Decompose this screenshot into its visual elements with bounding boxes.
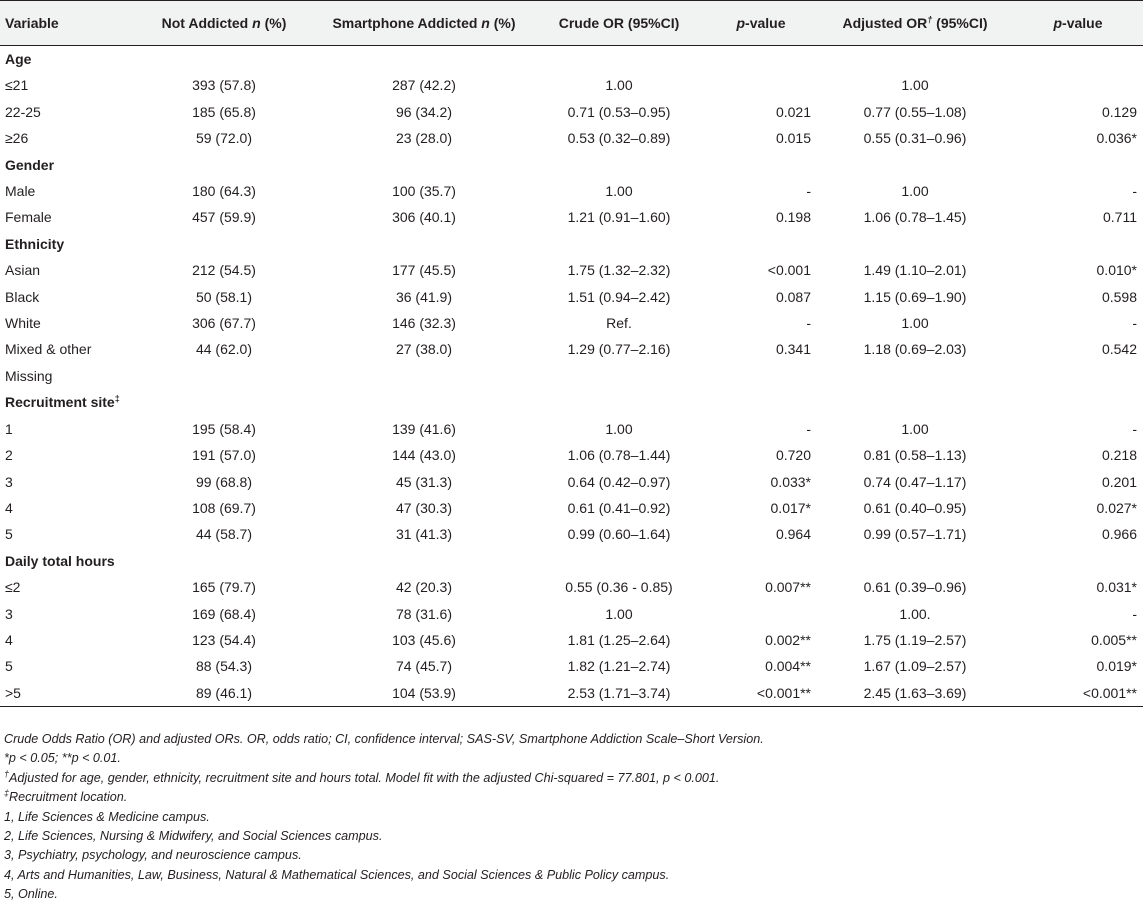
cell-p-value: 0.964 [775, 526, 811, 543]
cell-crude-or: 1.00 [605, 183, 633, 200]
cell-p-value-adjusted: 0.129 [1101, 103, 1137, 120]
section-title-text: Gender [5, 156, 55, 173]
cell-p-value-adjusted: - [1132, 315, 1137, 332]
section-title [0, 548, 1143, 574]
table-row [0, 442, 1143, 468]
cell-not-addicted: 169 (68.4) [192, 605, 256, 622]
cell-variable: Mixed & other [5, 341, 92, 358]
cell-addicted [315, 363, 533, 389]
section-header-row [0, 548, 1143, 574]
section-title-text: Daily total hours [5, 552, 115, 569]
cell-adjusted-or: 1.06 (0.78–1.45) [863, 209, 967, 226]
cell-p-value: 0.002** [765, 631, 811, 648]
footnote-line [4, 846, 1134, 865]
header-p-value [705, 1, 817, 46]
header-p-value-adjusted [1013, 1, 1143, 46]
cell-variable: ≥26 [5, 130, 29, 147]
cell-variable: Female [5, 209, 52, 226]
cell-not-addicted: 212 (54.5) [192, 262, 256, 279]
cell-p-value: - [806, 420, 811, 437]
footnote-line [4, 866, 1134, 885]
section-title [0, 46, 1143, 73]
cell-adjusted-or: 0.74 (0.47–1.17) [863, 473, 967, 490]
cell-adjusted-or: 0.61 (0.39–0.96) [863, 579, 967, 596]
cell-not-addicted: 50 (58.1) [195, 288, 253, 305]
cell-addicted: 306 (40.1) [392, 209, 456, 226]
table-row [0, 574, 1143, 600]
header-p-value-rest: -value [745, 15, 786, 31]
cell-p-value-adjusted: <0.001** [1013, 680, 1143, 707]
footnote-text: 3, Psychiatry, psychology, and neuroscience campus. [4, 848, 302, 863]
table-row [0, 495, 1143, 521]
header-addicted-pct: (%) [489, 15, 516, 31]
cell-adjusted-or: 1.00 [901, 420, 929, 437]
cell-p-value: <0.001** [705, 680, 817, 707]
cell-addicted: 177 (45.5) [392, 262, 456, 279]
cell-p-value-adjusted: 0.005** [1091, 631, 1137, 648]
header-not-addicted-pct: (%) [260, 15, 287, 31]
cell-crude-or: 1.82 (1.21–2.74) [567, 658, 671, 675]
table-row [0, 72, 1143, 98]
section-title-text: Age [5, 51, 32, 67]
cell-not-addicted: 306 (67.7) [192, 315, 256, 332]
cell-p-value: - [806, 183, 811, 200]
cell-p-value [705, 363, 817, 389]
section-title-text: Recruitment site [5, 394, 115, 411]
table-row [0, 627, 1143, 653]
cell-p-value-adjusted [1013, 363, 1143, 389]
cell-adjusted-or: 2.45 (1.63–3.69) [817, 680, 1013, 707]
cell-p-value-adjusted: - [1132, 183, 1137, 200]
cell-adjusted-or: 0.61 (0.40–0.95) [863, 499, 967, 516]
cell-crude-or: 1.29 (0.77–2.16) [567, 341, 671, 358]
table-row [0, 469, 1143, 495]
table-row [0, 521, 1143, 547]
table-row [0, 416, 1143, 442]
cell-crude-or: 0.55 (0.36 - 0.85) [565, 579, 673, 596]
cell-crude-or: 2.53 (1.71–3.74) [533, 680, 705, 707]
table-row [0, 310, 1143, 336]
cell-p-value: 0.720 [775, 447, 811, 464]
footnote-line [4, 808, 1134, 827]
header-variable: Variable [0, 1, 133, 46]
cell-addicted: 139 (41.6) [392, 420, 456, 437]
cell-variable: 3 [5, 605, 13, 622]
cell-addicted: 74 (45.7) [395, 658, 453, 675]
cell-not-addicted: 180 (64.3) [192, 183, 256, 200]
section-title [0, 231, 1143, 257]
cell-addicted: 42 (20.3) [395, 579, 453, 596]
footnote-line [4, 827, 1134, 846]
cell-not-addicted: 44 (62.0) [195, 341, 253, 358]
table-footnotes [4, 730, 1134, 905]
cell-not-addicted: 44 (58.7) [195, 526, 253, 543]
header-p-value2-p: p [1053, 15, 1063, 31]
header-p-value2-rest: -value [1062, 15, 1103, 31]
cell-p-value-adjusted: 0.036* [1096, 130, 1137, 147]
cell-variable: 4 [5, 499, 13, 516]
header-addicted-n: n [481, 15, 490, 31]
cell-addicted: 31 (41.3) [395, 526, 453, 543]
cell-adjusted-or: 1.67 (1.09–2.57) [863, 658, 967, 675]
cell-p-value: <0.001 [767, 262, 811, 279]
footnote-line [4, 769, 1134, 788]
header-adjusted-or [817, 1, 1013, 46]
cell-p-value-adjusted: 0.010* [1096, 262, 1137, 279]
footnote-line [4, 788, 1134, 807]
header-crude-or: Crude OR (95%CI) [533, 1, 705, 46]
cell-crude-or: 1.75 (1.32–2.32) [567, 262, 671, 279]
cell-variable: Asian [5, 262, 41, 279]
cell-addicted: 36 (41.9) [395, 288, 453, 305]
cell-addicted: 287 (42.2) [392, 77, 456, 94]
cell-p-value: 0.033* [770, 473, 811, 490]
cell-not-addicted: 185 (65.8) [192, 103, 256, 120]
cell-adjusted-or: 1.75 (1.19–2.57) [863, 631, 967, 648]
cell-variable: 2 [5, 447, 13, 464]
cell-p-value-adjusted: - [1132, 420, 1137, 437]
cell-addicted: 144 (43.0) [392, 447, 456, 464]
table-row [0, 99, 1143, 125]
cell-not-addicted: 108 (69.7) [192, 499, 256, 516]
cell-variable: Male [5, 183, 36, 200]
cell-p-value-adjusted: 0.218 [1101, 447, 1137, 464]
header-p-value-p: p [736, 15, 746, 31]
section-title-footnote-mark: ‡ [114, 393, 120, 404]
cell-crude-or: 1.00 [605, 77, 633, 94]
cell-adjusted-or: 1.00 [901, 315, 929, 332]
cell-crude-or: Ref. [606, 315, 632, 332]
cell-adjusted-or: 0.55 (0.31–0.96) [863, 130, 967, 147]
cell-p-value-adjusted: 0.966 [1101, 526, 1137, 543]
cell-p-value-adjusted: 0.031* [1096, 579, 1137, 596]
cell-adjusted-or: 1.00 [901, 183, 929, 200]
cell-not-addicted: 88 (54.3) [195, 658, 253, 675]
cell-addicted: 146 (32.3) [392, 315, 456, 332]
cell-p-value-adjusted: 0.711 [1103, 209, 1137, 226]
cell-not-addicted: 59 (72.0) [195, 130, 253, 147]
cell-p-value [705, 601, 817, 627]
cell-crude-or: 0.53 (0.32–0.89) [567, 130, 671, 147]
footnote-mark: † [4, 768, 10, 779]
header-adjusted-or-dagger: † [927, 14, 933, 25]
cell-p-value: 0.007** [765, 579, 811, 596]
cell-p-value: 0.017* [770, 499, 811, 516]
cell-variable: Missing [5, 367, 53, 384]
cell-crude-or: 1.00 [605, 420, 633, 437]
cell-variable: Black [5, 288, 40, 305]
section-header-row [0, 46, 1143, 73]
cell-not-addicted: 89 (46.1) [133, 680, 315, 707]
cell-addicted: 100 (35.7) [392, 183, 456, 200]
section-header-row [0, 389, 1143, 415]
header-not-addicted [133, 1, 315, 46]
cell-adjusted-or: 1.15 (0.69–1.90) [863, 288, 967, 305]
cell-p-value-adjusted: 0.542 [1101, 341, 1137, 358]
cell-adjusted-or: 0.81 (0.58–1.13) [863, 447, 967, 464]
cell-p-value: 0.021 [775, 103, 811, 120]
cell-variable: 5 [5, 658, 13, 675]
section-header-row [0, 231, 1143, 257]
cell-crude-or: 1.51 (0.94–2.42) [567, 288, 671, 305]
header-not-addicted-label: Not Addicted [161, 15, 253, 31]
cell-crude-or: 0.71 (0.53–0.95) [567, 103, 671, 120]
footnote-line [4, 885, 1134, 904]
cell-crude-or: 1.21 (0.91–1.60) [567, 209, 671, 226]
table-row [0, 178, 1143, 204]
footnote-line [4, 730, 1134, 749]
cell-not-addicted: 195 (58.4) [192, 420, 256, 437]
table-row [0, 601, 1143, 627]
cell-addicted: 104 (53.9) [315, 680, 533, 707]
table-row [0, 284, 1143, 310]
cell-p-value-adjusted: 0.201 [1101, 473, 1137, 490]
cell-crude-or: 1.06 (0.78–1.44) [567, 447, 671, 464]
footnote-text: 4, Arts and Humanities, Law, Business, Natural & Mathematical Sciences, and Social Sciences & Public Policy campus. [4, 867, 670, 882]
cell-crude-or: 0.64 (0.42–0.97) [567, 473, 671, 490]
footnote-text: Recruitment location. [9, 790, 128, 805]
footnote-line [4, 749, 1134, 768]
section-title-text: Ethnicity [5, 235, 65, 252]
table-row [0, 336, 1143, 362]
cell-p-value: 0.015 [775, 130, 811, 147]
cell-not-addicted: 165 (79.7) [192, 579, 256, 596]
cell-p-value-adjusted: - [1132, 605, 1137, 622]
cell-variable: 5 [5, 526, 13, 543]
cell-addicted: 23 (28.0) [395, 130, 453, 147]
section-header-row [0, 152, 1143, 178]
cell-p-value: 0.198 [775, 209, 811, 226]
header-smartphone-addicted [315, 1, 533, 46]
cell-not-addicted: 393 (57.8) [192, 77, 256, 94]
cell-p-value: 0.341 [775, 341, 811, 358]
cell-p-value-adjusted: 0.598 [1101, 288, 1137, 305]
footnote-text: 5, Online. [4, 887, 58, 902]
cell-adjusted-or: 0.77 (0.55–1.08) [863, 103, 967, 120]
cell-variable: 1 [5, 420, 13, 437]
footnote-text: *p < 0.05; **p < 0.01. [4, 751, 121, 766]
cell-crude-or: 1.00 [605, 605, 633, 622]
cell-adjusted-or: 1.00. [899, 605, 931, 622]
header-addicted-label: Smartphone Addicted [332, 15, 482, 31]
cell-not-addicted [133, 363, 315, 389]
cell-addicted: 45 (31.3) [395, 473, 453, 490]
cell-addicted: 47 (30.3) [395, 499, 453, 516]
table-row [0, 653, 1143, 679]
cell-p-value-adjusted [1013, 72, 1143, 98]
table-body [0, 46, 1143, 707]
table-row [0, 680, 1143, 707]
footnote-text: Crude Odds Ratio (OR) and adjusted ORs. OR, odds ratio; CI, confidence interval; SAS-SV, Smartphone Addiction Scale–Short Version. [4, 732, 764, 746]
section-title [0, 389, 1143, 415]
section-title [0, 152, 1143, 178]
header-not-addicted-n: n [252, 15, 261, 31]
table-row [0, 125, 1143, 151]
cell-addicted: 96 (34.2) [395, 103, 453, 120]
header-adjusted-or-label: Adjusted OR [842, 15, 928, 31]
cell-adjusted-or: 1.18 (0.69–2.03) [863, 341, 967, 358]
cell-variable: White [5, 315, 41, 332]
cell-variable: 22-25 [5, 103, 41, 120]
cell-addicted: 103 (45.6) [392, 631, 456, 648]
cell-adjusted-or: 0.99 (0.57–1.71) [863, 526, 967, 543]
cell-adjusted-or [817, 363, 1013, 389]
cell-addicted: 27 (38.0) [395, 341, 453, 358]
cell-variable: ≤2 [5, 579, 21, 596]
footnote-mark: ‡ [4, 788, 10, 799]
cell-not-addicted: 99 (68.8) [195, 473, 253, 490]
header-adjusted-or-ci: (95%CI) [932, 15, 988, 31]
cell-adjusted-or: 1.49 (1.10–2.01) [863, 262, 967, 279]
cell-crude-or [533, 363, 705, 389]
cell-crude-or: 0.99 (0.60–1.64) [567, 526, 671, 543]
cell-not-addicted: 123 (54.4) [192, 631, 256, 648]
cell-variable: 3 [5, 473, 13, 490]
table-row [0, 257, 1143, 283]
footnote-text: Adjusted for age, gender, ethnicity, recruitment site and hours total. Model fit with the adjusted Chi-squared = 77.801, p < 0.001. [9, 770, 720, 785]
table-row [0, 204, 1143, 230]
cell-variable: 4 [5, 631, 13, 648]
cell-p-value-adjusted: 0.019* [1096, 658, 1137, 675]
cell-variable: >5 [0, 680, 133, 707]
table-row [0, 363, 1143, 389]
header-row [0, 1, 1143, 46]
cell-not-addicted: 191 (57.0) [192, 447, 256, 464]
cell-p-value: 0.004** [765, 658, 811, 675]
cell-p-value [705, 72, 817, 98]
cell-addicted: 78 (31.6) [395, 605, 453, 622]
footnote-text: 2, Life Sciences, Nursing & Midwifery, and Social Sciences campus. [4, 829, 383, 844]
cell-crude-or: 0.61 (0.41–0.92) [567, 499, 671, 516]
cell-variable: ≤21 [5, 77, 29, 94]
cell-p-value: - [806, 315, 811, 332]
cell-crude-or: 1.81 (1.25–2.64) [567, 631, 671, 648]
cell-p-value-adjusted: 0.027* [1096, 499, 1137, 516]
cell-p-value: 0.087 [775, 288, 811, 305]
footnote-text: 1, Life Sciences & Medicine campus. [4, 809, 210, 824]
cell-not-addicted: 457 (59.9) [192, 209, 256, 226]
cell-adjusted-or: 1.00 [901, 77, 929, 94]
